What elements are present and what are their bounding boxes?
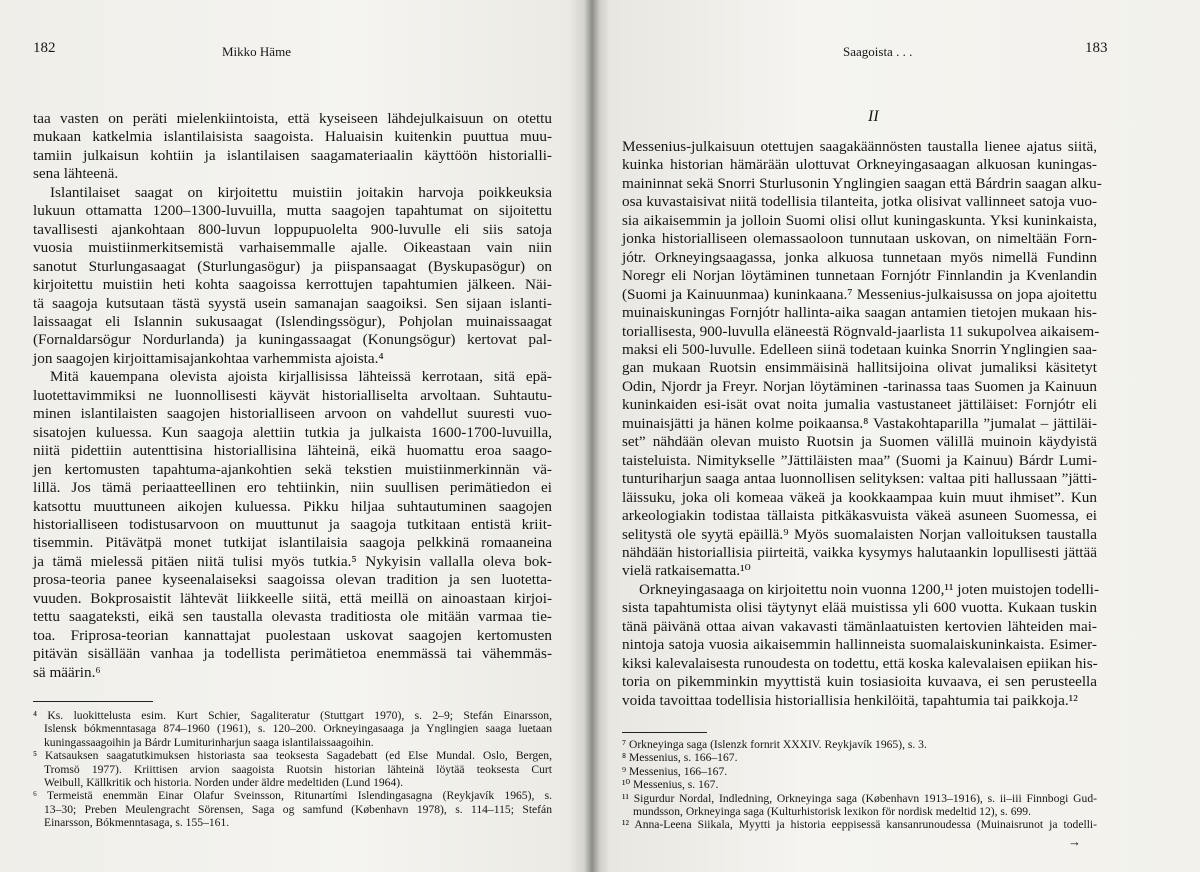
text-line: kuninkaiden esi-isät ovat noita jumalia vastustaneet jättiläiset: Fornjótr eli (622, 396, 1097, 414)
text-line: vielä ratkaisematta.¹⁰ (622, 562, 751, 580)
footnote-line: 13–30; Preben Meulengracht Sörensen, Saga og samfund (København 1978), s. 114–115; Stefán (44, 802, 552, 816)
footnote-line: kuningassaagoihin ja Bárdr Lumiturinharjun saaga islantilaissaagoihin. (44, 735, 374, 749)
text-line: historialliseen todistusarvoon on muuttunut ja saagoja tutkitaan entistä kriit- (33, 515, 552, 533)
footnotes (33, 709, 552, 830)
footnotes (622, 738, 1097, 832)
text-line: (Suomi ja Kainuunmaa) kuninkaana.⁷ Messenius-julkaisussa on jopa ajoitettu (622, 285, 1097, 303)
left-page (0, 0, 592, 872)
text-line: taa vasten on peräti mielenkiintoista, että kyseiseen lähdejulkaisuun on otettu (33, 110, 552, 127)
text-line: prosa-teoria panee kyseenalaiseksi saagoissa olevan tradition ja sen luotetta- (33, 571, 552, 589)
text-line: jótr. Orkneyingsaagassa, jonka alkuosa tunnetaan myös nimellä Fundinn (622, 248, 1097, 266)
text-line: lillä. Jos tämä periaatteellinen ero tehtiinkin, niin suullisen perimätiedon ei (33, 479, 552, 497)
text-line: nintoja satoja vuosia aikaisemmin hallinneista suomalaiskuninkaista. Esimer- (622, 636, 1097, 654)
footnote-line: ¹¹ Sigurdur Nordal, Indledning, Orkneyinga saga (København 1913–1916), s. ii–iii Finnbogi Gud- (622, 791, 1097, 805)
footnote-line: ⁷ Orkneyinga saga (Islenzk fornrit XXXIV. Reykjavík 1965), s. 3. (622, 738, 927, 751)
text-line: gan mukaan Ruotsin ensimmäisinä hallitsijoina olivat jumaliksi käsitetyt (622, 359, 1097, 377)
text-line: luotettavimmiksi ne luonnollisesti käyvät historialliselta arvoltaan. Suhtautu- (33, 386, 552, 404)
text-line: Noregr eli Norjan löytäminen tunnetaan Fornjótr Finnlandin ja Kvenlandin (622, 267, 1097, 285)
text-line: sanotut Sturlungasaagat (Sturlungasögur) ja piispansaagat (Byskupasögur) on (33, 257, 552, 275)
text-line: sena lähteenä. (33, 165, 119, 183)
text-line: Islantilaiset saagat on kirjoitettu muistiin joitakin harvoja poikkeuksia (50, 183, 552, 201)
text-line: tänä päivänä ottaa aivan vakavasti tämänlaatuisten kertovien lähteiden mai- (622, 617, 1097, 635)
section-heading: II (868, 108, 879, 125)
text-line: minen islantilaisten saagojen historialliseen arvoon on vahdellut suuresti vuo- (33, 405, 552, 423)
text-line: mukaan katkelmia islantilaisista saagoista. Haluaisin kuitenkin puuttua muu- (33, 128, 552, 146)
text-line: sä määrin.⁶ (33, 663, 101, 681)
text-line: selitystä ole syytä epäillä.⁹ Myös suomalaisten Norjan valloituksen taustalla (622, 525, 1097, 543)
running-head: Mikko Häme (222, 44, 291, 59)
text-line: maksi eli 500-luvulle. Edelleen siinä todetaan kuinka Snorrin Ynglingien saa- (622, 340, 1097, 358)
text-line: tisemmin. Pitävätpä monet tutkijat islantilaisia saagoja pelkkinä romaaneina (33, 534, 552, 552)
text-line: Orkneyingasaaga on kirjoitettu noin vuonna 1200,¹¹ joten muistojen todelli- (639, 580, 1100, 598)
text-line: Mitä kauempana olevista ajoista kirjallisissa lähteissä kerrotaan, sitä epä- (50, 368, 552, 386)
footnote-rule (33, 701, 153, 702)
text-line: muinaiskuningas Fornjótr hallinta-aika saagan antamien tietojen mukaan his- (622, 304, 1097, 322)
footnote-line: Weibull, Källkritik och historia. Norden under äldre medeltiden (Lund 1964). (44, 776, 404, 790)
text-line: nähdään historiallisia piirteitä, vaikka kysymys halutaankin lopullisesti jättää (622, 543, 1097, 561)
text-line: sisatojen kuluessa. Kun saagoja alettiin tutkia ja julkaista 1600-1700-luvuilla, (33, 423, 552, 441)
text-line: muinaisjätti ja hänen kolme poikaansa.⁸ Vastakohtaparilla ”jumalat – jättiläi- (622, 414, 1097, 432)
running-head: Saagoista . . . (843, 44, 913, 59)
text-line: taisteluista. Nimitykselle ”Jättiläisten maa” (Suomi ja Kainuu) Bárdr Lumi- (622, 451, 1097, 469)
footnote-line: ¹² Anna-Leena Siikala, Myytti ja historia eeppisessä kansanrunoudessa (Muinaisrunot ja todelli- (622, 818, 1097, 832)
text-line: arkeologiakin todistaa tällaista pitkäkasvuista väkeä asuneen Suomessa, ei (622, 507, 1097, 525)
text-line: maininnat sekä Snorri Sturlusonin Ynglingien saagan että Bárdrin saagan alku- (622, 174, 1102, 192)
text-line: laissaagat eli Islannin sukusaagat (Islendingssögur), Pohjolan muinaissaagat (33, 312, 552, 330)
text-line: tä saagoja kutsutaan tästä syystä usein samanajan saagoiksi. Sen sijaan islanti- (33, 294, 552, 312)
footnote-line: ⁵ Katsauksen saagatutkimuksen historiasta saa teoksesta Sagadebatt (ed Else Mundal. Oslo, Bergen, (33, 749, 552, 763)
text-line: pitävän sisällään vanhaa ja todellista perimätietoa enemmässä tai vähemmäs- (33, 645, 552, 663)
text-line: niitä pidettiin autenttisina historiallisina lähteinä, eikä huomattu eroa saago- (33, 442, 552, 460)
right-page (592, 0, 1200, 872)
text-line: Odin, Njordr ja Freyr. Norjan löytäminen -tarinassa taas Suomen ja Kainuun (622, 377, 1097, 395)
footnote-line: ⁸ Messenius, s. 166–167. (622, 751, 738, 765)
book-gutter (584, 0, 600, 872)
text-line: tavallisesti ajankohtaan 800-luvun loppupuolelta 900-luvulle eli siis satoja (33, 220, 552, 238)
page-number: 183 (1085, 40, 1108, 56)
text-line: vuuden. Bokprosaistit lähtevät liikkeelle siitä, että meillä on ainoastaan kirjoi- (33, 589, 552, 607)
text-line: tunturiharjun saaga antaa luonnollisen selityksen: valtaa piti hallussaan ”jätti- (622, 470, 1097, 488)
text-line: sista tapahtumista olisi täytynyt elää muistissa yli 600 vuotta. Kukaan tuskin (622, 599, 1097, 617)
text-line: (Fornaldarsögur Nordurlanda) ja kuningassaagat (Konungsögur) kertovat pal- (33, 331, 552, 349)
page-number: 182 (33, 40, 56, 56)
text-line: katsottu muuttuneen aikojen kuluessa. Pikku hiljaa suhtautuminen saagojen (33, 497, 552, 515)
text-line: osa kuvastaisivat niitä todellisia tilanteita, jotka olisivat vallinneet satoja vuo- (622, 193, 1097, 211)
text-line: läissuku, joka oli komeaa väkeä ja kookkaampaa kuin muut ihmiset”. Kun (622, 488, 1097, 506)
footnote-line: ⁴ Ks. luokittelusta esim. Kurt Schier, Sagaliteratur (Stuttgart 1970), s. 2–9; Stefán Einarsson, (33, 709, 552, 722)
text-line: vuosia muistiinmerkitsemistä varhaisemmalle ajalle. Oikeastaan vain niin (33, 239, 552, 257)
text-line: sia aikaisemmin ja jolloin Suomi olisi ollut kuningaskunta. Yksi kuninkaista, (622, 211, 1097, 229)
text-line: tettu saagateksti, eikä sen taustalla olevasta traditiosta ole mitään varmaa tie- (33, 608, 552, 626)
text-line: ja tämä mielessä pitäen niitä tulisi myös tutkia.⁵ Nykyisin vallalla oleva bok- (33, 552, 552, 570)
footnote-line: ¹⁰ Messenius, s. 167. (622, 778, 719, 792)
text-line: jen kertomusten tapahtuma-ajankohtien sekä tekstien muistiinmerkinnän vä- (33, 460, 552, 478)
footnote-line: ⁹ Messenius, 166–167. (622, 764, 728, 778)
footnote-line: Einarsson, Bókmenntasaga, s. 155–161. (44, 816, 230, 830)
text-line: kirjoitettu muistiin heti kohta saagoissa kerrottujen tapahtumien jälkeen. Näi- (33, 276, 552, 294)
text-line: jonka historialliseen olemassaoloon tunnutaan uskovan, on nimeltään Forn- (622, 230, 1097, 248)
footnote-line: Islensk bókmenntasaga 874–1960 (1961), s. 120–200. Orkneyingasaaga ja Ynglingien saaga luetaan (44, 722, 552, 736)
text-line: jon saagojen kirjoittamisajankohtaa varhemmista ajoista.⁴ (33, 349, 384, 367)
text-line: Messenius-julkaisuun otettujen saagakäännösten taustalla lienee ajatus siitä, (622, 138, 1097, 155)
footnote-line: ⁶ Termeistä enemmän Einar Olafur Sveinsson, Ritunartími Islendingasagna (Reykjavík 1965), s. (33, 789, 552, 803)
continuation-arrow-icon: → (1068, 834, 1081, 849)
text-line: set” nähdään olevan muisto Ruotsin ja Suomen välillä muinoin käydyistä (622, 433, 1097, 451)
text-line: tamiin julkaisun kohtiin ja islantilaisen saagamateriaalin käyttöön historialli- (33, 146, 552, 164)
text-line: toria on pikemminkin myyttistä kuin tosiasioita kuvaava, ei sen perusteella (622, 673, 1097, 691)
footnote-line: Tromsö 1977). Kriittisen arvion saagoista Ruotsin historian lähteinä löytää teoksesta Curt (44, 762, 552, 776)
footnote-line: mundsson, Orkneyinga saga (Kulturhistorisk lexikon för nordisk medeltid 12), s. 699. (633, 805, 1032, 819)
body-text (33, 110, 552, 682)
text-line: kuinka historian hämärään ulottuvat Orkneyingasaagan alkuosan kuningas- (622, 156, 1097, 174)
text-line: lukuun ottamatta 1200–1300-luvuilla, mutta saagojen tapahtumat on sijoitettu (33, 202, 552, 220)
body-text (622, 138, 1102, 710)
text-line: toriallisesta, 900-luvulla eläneestä Rögnvald-jaarlista 11 sukupolvea aikaisem- (622, 322, 1100, 340)
text-line: voida tavoittaa todellisia historiallisia henkilöitä, tapahtumia tai paikkoja.¹² (622, 691, 1078, 709)
text-line: kiksi kalevalaisesta runoudesta on todettu, että koska kalevalaisen epiikan his- (622, 654, 1098, 672)
footnote-rule (622, 732, 707, 733)
text-line: toa. Friprosa-teorian kannattajat puolestaan uskovat saagojen kertomusten (33, 626, 552, 644)
